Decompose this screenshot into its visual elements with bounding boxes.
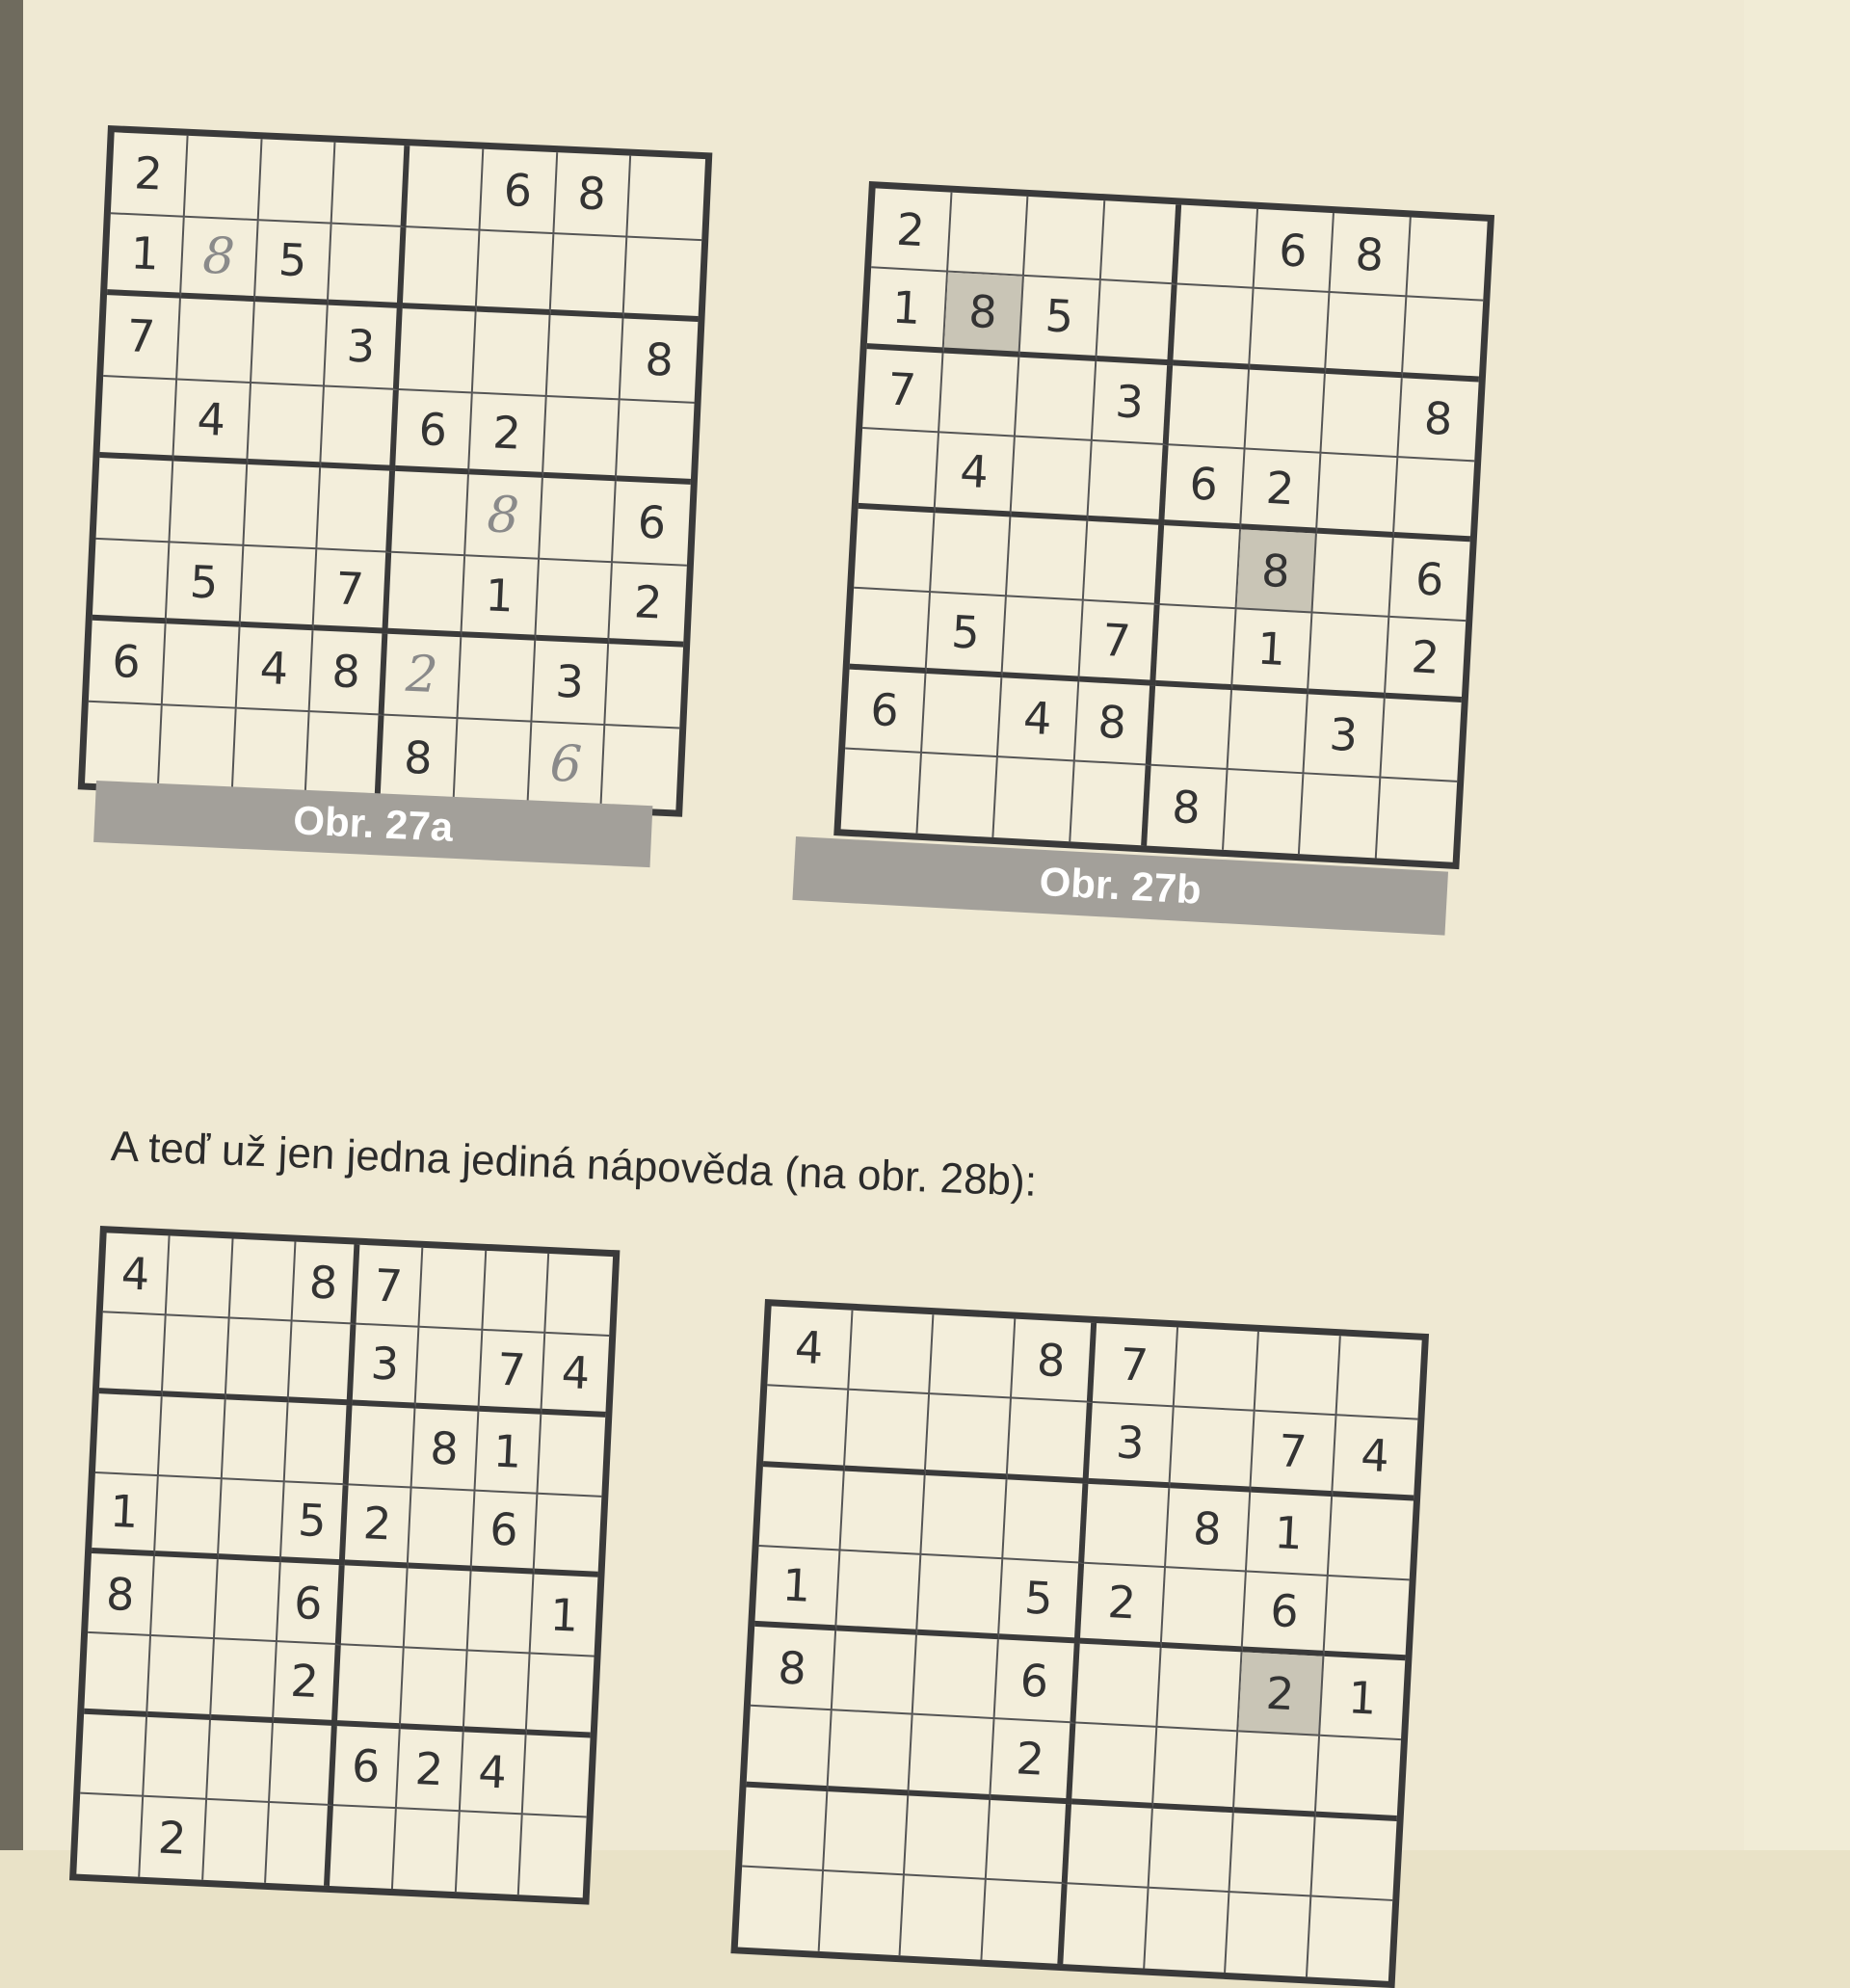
sudoku-cell bbox=[828, 1710, 913, 1795]
sudoku-cell bbox=[859, 429, 939, 513]
sudoku-cell: 4 bbox=[1333, 1416, 1418, 1500]
sudoku-cell bbox=[1381, 698, 1462, 782]
sudoku-cell bbox=[321, 386, 399, 471]
sudoku-cell: 1 bbox=[475, 1411, 542, 1494]
sudoku-cell: 6 bbox=[1164, 445, 1245, 529]
sudoku-cell: 2 bbox=[991, 1719, 1076, 1804]
sudoku-cell bbox=[1255, 1332, 1341, 1417]
sudoku-cell bbox=[84, 1633, 151, 1716]
sudoku-cell: 6 bbox=[528, 722, 606, 807]
sudoku-cell bbox=[1307, 1896, 1392, 1981]
sudoku-cell bbox=[938, 353, 1019, 437]
sudoku-cell bbox=[1177, 205, 1258, 289]
sudoku-cell: 1 bbox=[531, 1575, 598, 1657]
sudoku-cell bbox=[1402, 298, 1483, 382]
sudoku-cell bbox=[99, 1312, 167, 1395]
sudoku-cell: 8 bbox=[88, 1553, 155, 1636]
sudoku-cell bbox=[1228, 690, 1308, 774]
sudoku-cell bbox=[467, 1572, 535, 1655]
sudoku-cell bbox=[1312, 534, 1393, 618]
sudoku-cell bbox=[763, 1386, 849, 1471]
sudoku-cell: 2 bbox=[1241, 449, 1322, 533]
sudoku-cell: 4 bbox=[236, 627, 314, 712]
sudoku-cell bbox=[602, 726, 680, 810]
sudoku-cell: 5 bbox=[166, 543, 244, 627]
sudoku-cell: 1 bbox=[1247, 1492, 1333, 1577]
sudoku-cell bbox=[218, 1479, 285, 1562]
sudoku-cell bbox=[1011, 437, 1092, 520]
sudoku-cell: 6 bbox=[471, 1491, 539, 1574]
sudoku-cell bbox=[1071, 1724, 1157, 1809]
sudoku-cell: 6 bbox=[613, 481, 691, 566]
sudoku-cell: 8 bbox=[1147, 765, 1228, 849]
sudoku-cell bbox=[393, 1809, 461, 1892]
sudoku-grid-27b bbox=[833, 181, 1494, 869]
sudoku-cell bbox=[540, 478, 618, 563]
sudoku-cell bbox=[1070, 761, 1151, 845]
sudoku-cell: 5 bbox=[254, 221, 332, 305]
sudoku-cell: 6 bbox=[994, 1639, 1080, 1724]
sudoku-cell: 3 bbox=[353, 1325, 420, 1408]
sudoku-cell bbox=[1007, 1399, 1093, 1484]
sudoku-cell bbox=[617, 400, 695, 485]
sudoku-cell bbox=[982, 1880, 1068, 1965]
sudoku-cell bbox=[85, 702, 163, 786]
sudoku-cell: 7 bbox=[479, 1331, 546, 1414]
sudoku-cell bbox=[840, 1471, 926, 1555]
sudoku-cell: 5 bbox=[281, 1482, 349, 1565]
sudoku-cell bbox=[759, 1467, 845, 1551]
sudoku-cell bbox=[454, 719, 532, 804]
sudoku-cell bbox=[159, 705, 237, 790]
sudoku-cell bbox=[746, 1707, 832, 1791]
sudoku-cell bbox=[232, 708, 310, 793]
sudoku-cell bbox=[1308, 614, 1389, 698]
sudoku-cell bbox=[1007, 517, 1088, 600]
sudoku-cell bbox=[270, 1723, 337, 1806]
sudoku-cell bbox=[1100, 200, 1181, 284]
sudoku-cell: 6 bbox=[1254, 209, 1335, 293]
sudoku-cell: 6 bbox=[480, 149, 558, 234]
book-page bbox=[23, 0, 1744, 1866]
sudoku-cell bbox=[921, 673, 1002, 756]
sudoku-cell bbox=[1311, 1816, 1397, 1901]
sudoku-cell: 2 bbox=[1080, 1563, 1166, 1648]
sudoku-cell: 6 bbox=[1389, 538, 1470, 622]
sudoku-cell: 6 bbox=[333, 1726, 401, 1809]
sudoku-cell: 8 bbox=[1011, 1319, 1097, 1404]
sudoku-cell: 6 bbox=[395, 389, 473, 474]
sudoku-cell bbox=[1003, 1479, 1089, 1564]
sudoku-cell: 8 bbox=[1074, 681, 1155, 765]
sudoku-cell: 3 bbox=[1088, 1403, 1174, 1488]
sudoku-cell: 8 bbox=[381, 715, 459, 800]
sudoku-cell bbox=[624, 237, 702, 322]
sudoku-cell bbox=[408, 1488, 475, 1571]
sudoku-cell bbox=[473, 312, 551, 397]
sudoku-cell bbox=[819, 1871, 905, 1956]
sudoku-cell bbox=[240, 545, 318, 630]
sudoku-cell: 8 bbox=[293, 1242, 360, 1325]
sudoku-cell bbox=[1245, 369, 1326, 453]
sudoku-cell bbox=[550, 234, 628, 319]
sudoku-cell bbox=[1075, 1644, 1161, 1729]
sudoku-cell bbox=[917, 1555, 1003, 1640]
sudoku-cell bbox=[930, 1314, 1016, 1399]
sudoku-cell bbox=[1336, 1336, 1422, 1420]
sudoku-cell: 7 bbox=[862, 349, 943, 433]
sudoku-cell bbox=[170, 461, 248, 545]
sudoku-cell: 2 bbox=[1385, 618, 1466, 702]
figure-caption-27a: Obr. 27a bbox=[93, 781, 652, 867]
sudoku-cell: 6 bbox=[89, 621, 167, 705]
sudoku-cell: 3 bbox=[1304, 694, 1385, 778]
sudoku-cell bbox=[222, 1399, 289, 1482]
sudoku-cell: 1 bbox=[867, 268, 948, 352]
sudoku-cell bbox=[1321, 373, 1402, 457]
sudoku-cell bbox=[535, 1494, 602, 1577]
sudoku-cell bbox=[536, 559, 614, 644]
book-spine bbox=[0, 0, 23, 1850]
sudoku-cell bbox=[1224, 770, 1305, 854]
sudoku-cell bbox=[1226, 1893, 1311, 1977]
sudoku-cell bbox=[318, 467, 396, 552]
sudoku-cell: 8 bbox=[554, 152, 632, 237]
sudoku-cell bbox=[76, 1793, 144, 1876]
sudoku-cell bbox=[921, 1474, 1007, 1559]
sudoku-cell bbox=[214, 1559, 281, 1642]
sudoku-cell bbox=[913, 1635, 999, 1720]
sudoku-cell bbox=[539, 1414, 606, 1497]
sudoku-cell bbox=[329, 224, 407, 308]
sudoku-cell: 4 bbox=[460, 1732, 527, 1815]
sudoku-cell: 5 bbox=[926, 593, 1007, 676]
sudoku-cell bbox=[407, 146, 485, 230]
sudoku-cell bbox=[341, 1565, 409, 1648]
sudoku-cell bbox=[456, 1812, 523, 1895]
sudoku-cell bbox=[258, 139, 336, 224]
sudoku-cell: 6 bbox=[845, 669, 926, 753]
sudoku-cell bbox=[930, 513, 1011, 596]
sudoku-grid-28b bbox=[730, 1299, 1429, 1988]
sudoku-cell bbox=[159, 1396, 226, 1479]
sudoku-cell bbox=[523, 1735, 591, 1817]
sudoku-cell bbox=[850, 589, 931, 673]
sudoku-cell: 6 bbox=[278, 1562, 345, 1645]
sudoku-cell bbox=[1157, 1648, 1243, 1733]
sudoku-cell bbox=[387, 552, 465, 637]
sudoku-cell bbox=[96, 458, 174, 543]
sudoku-cell bbox=[917, 754, 998, 837]
sudoku-cell bbox=[244, 464, 322, 549]
sudoku-cell: 7 bbox=[314, 549, 392, 634]
sudoku-cell bbox=[225, 1319, 293, 1402]
sudoku-cell: 2 bbox=[469, 393, 547, 478]
sudoku-cell bbox=[824, 1791, 910, 1876]
sudoku-cell: 8 bbox=[943, 273, 1024, 357]
sudoku-cell bbox=[1170, 1408, 1255, 1493]
sudoku-cell bbox=[836, 1551, 922, 1635]
sudoku-cell: 8 bbox=[751, 1627, 836, 1711]
figure-caption-27b: Obr. 27b bbox=[792, 836, 1448, 936]
sudoku-cell bbox=[1063, 1884, 1149, 1969]
sudoku-cell: 2 bbox=[871, 188, 952, 272]
sudoku-cell: 8 bbox=[310, 630, 388, 715]
sudoku-cell bbox=[399, 308, 477, 393]
sudoku-cell: 1 bbox=[107, 214, 185, 299]
sudoku-cell bbox=[476, 230, 554, 315]
sudoku-cell bbox=[155, 1476, 223, 1559]
sudoku-grid-27a bbox=[78, 125, 713, 817]
sudoku-cell bbox=[306, 712, 384, 797]
sudoku-cell: 7 bbox=[1251, 1412, 1336, 1497]
sudoku-cell bbox=[1151, 685, 1232, 769]
sudoku-cell bbox=[901, 1875, 987, 1960]
sudoku-cell: 2 bbox=[384, 634, 462, 719]
sudoku-cell bbox=[151, 1556, 219, 1639]
sudoku-grid-28a bbox=[69, 1226, 620, 1905]
sudoku-cell: 8 bbox=[1330, 213, 1411, 297]
sudoku-cell bbox=[542, 396, 621, 481]
sudoku-cell: 7 bbox=[103, 295, 181, 380]
sudoku-cell bbox=[463, 1652, 531, 1735]
sudoku-cell: 7 bbox=[1079, 601, 1160, 685]
sudoku-cell: 7 bbox=[356, 1245, 423, 1328]
sudoku-cell bbox=[144, 1716, 211, 1799]
sudoku-cell bbox=[458, 637, 536, 722]
sudoku-cell bbox=[92, 539, 171, 623]
sudoku-cell: 3 bbox=[1092, 361, 1173, 445]
sudoku-cell bbox=[166, 1235, 233, 1318]
sudoku-cell bbox=[628, 156, 706, 241]
sudoku-cell bbox=[80, 1713, 147, 1796]
sudoku-cell bbox=[545, 1254, 613, 1337]
sudoku-cell bbox=[1328, 1497, 1414, 1581]
sudoku-cell bbox=[993, 757, 1074, 841]
sudoku-cell bbox=[606, 644, 684, 729]
sudoku-cell bbox=[1315, 1736, 1401, 1821]
sudoku-cell bbox=[266, 1803, 333, 1886]
sudoku-cell bbox=[210, 1639, 278, 1722]
sudoku-cell bbox=[285, 1402, 353, 1485]
sudoku-cell bbox=[1068, 1804, 1153, 1889]
sudoku-cell: 3 bbox=[532, 641, 610, 726]
sudoku-cell bbox=[415, 1328, 483, 1411]
sudoku-cell bbox=[986, 1799, 1071, 1884]
sudoku-cell bbox=[832, 1630, 917, 1715]
sudoku-cell: 5 bbox=[1019, 277, 1100, 360]
sudoku-cell bbox=[289, 1322, 357, 1405]
sudoku-cell: 4 bbox=[998, 677, 1079, 761]
body-text: A teď už jen jedna jediná nápověda (na obr. 28b): bbox=[110, 1123, 1038, 1206]
sudoku-cell bbox=[742, 1787, 828, 1871]
sudoku-cell: 8 bbox=[1236, 529, 1317, 613]
sudoku-cell: 1 bbox=[1232, 610, 1313, 694]
sudoku-cell bbox=[1376, 778, 1457, 861]
sudoku-cell bbox=[905, 1795, 991, 1880]
sudoku-cell bbox=[401, 1649, 468, 1732]
sudoku-cell: 2 bbox=[1238, 1652, 1324, 1736]
sudoku-cell bbox=[1002, 597, 1083, 681]
sudoku-cell: 7 bbox=[1093, 1323, 1178, 1408]
sudoku-cell bbox=[844, 1391, 930, 1475]
sudoku-cell bbox=[1326, 293, 1407, 377]
sudoku-cell bbox=[185, 136, 263, 221]
sudoku-cell: 2 bbox=[274, 1642, 341, 1725]
sudoku-cell bbox=[1300, 774, 1381, 858]
sudoku-cell: 8 bbox=[181, 217, 259, 302]
sudoku-cell bbox=[909, 1715, 994, 1800]
sudoku-cell bbox=[147, 1636, 215, 1719]
sudoku-cell bbox=[546, 315, 624, 400]
sudoku-cell bbox=[1083, 521, 1164, 605]
sudoku-cell bbox=[1084, 1483, 1170, 1568]
sudoku-cell bbox=[391, 471, 469, 556]
sudoku-cell: 8 bbox=[411, 1408, 479, 1491]
sudoku-cell bbox=[1161, 1568, 1247, 1653]
sudoku-cell bbox=[519, 1815, 587, 1897]
sudoku-cell: 1 bbox=[92, 1473, 159, 1556]
sudoku-cell bbox=[1317, 454, 1398, 538]
sudoku-cell: 8 bbox=[465, 474, 543, 559]
sudoku-cell: 2 bbox=[111, 132, 189, 217]
sudoku-cell: 2 bbox=[140, 1797, 207, 1880]
sudoku-cell bbox=[1149, 1808, 1234, 1893]
sudoku-cell bbox=[926, 1394, 1012, 1479]
sudoku-cell bbox=[403, 227, 481, 312]
sudoku-cell: 1 bbox=[754, 1547, 840, 1631]
sudoku-cell bbox=[177, 299, 255, 384]
sudoku-cell: 4 bbox=[935, 433, 1016, 517]
sudoku-cell bbox=[1160, 525, 1241, 609]
sudoku-cell: 4 bbox=[173, 380, 251, 464]
sudoku-cell bbox=[419, 1248, 487, 1331]
sudoku-cell bbox=[1016, 357, 1097, 440]
sudoku-cell bbox=[483, 1251, 550, 1334]
sudoku-cell: 8 bbox=[621, 319, 699, 404]
sudoku-cell bbox=[332, 143, 410, 227]
sudoku-cell bbox=[1145, 1888, 1230, 1973]
sudoku-cell bbox=[854, 509, 935, 593]
sudoku-cell bbox=[1088, 441, 1169, 525]
sudoku-cell: 8 bbox=[1398, 378, 1479, 462]
sudoku-cell: 4 bbox=[542, 1334, 610, 1417]
sudoku-cell bbox=[163, 623, 241, 708]
sudoku-cell: 3 bbox=[325, 305, 403, 390]
sudoku-cell: 1 bbox=[462, 556, 540, 641]
sudoku-cell bbox=[337, 1645, 405, 1728]
sudoku-cell bbox=[1393, 458, 1474, 542]
sudoku-cell: 1 bbox=[1320, 1657, 1406, 1741]
sudoku-cell bbox=[1250, 289, 1331, 373]
sudoku-cell bbox=[947, 193, 1028, 277]
sudoku-cell: 5 bbox=[998, 1559, 1084, 1644]
sudoku-cell: 6 bbox=[1243, 1572, 1329, 1657]
sudoku-cell bbox=[330, 1806, 397, 1889]
sudoku-cell bbox=[1024, 197, 1105, 280]
sudoku-cell bbox=[1155, 605, 1236, 689]
sudoku-cell bbox=[1324, 1577, 1410, 1661]
sudoku-cell bbox=[1229, 1813, 1315, 1897]
sudoku-cell bbox=[849, 1311, 935, 1395]
sudoku-cell bbox=[1097, 280, 1177, 364]
sudoku-cell bbox=[1174, 1327, 1259, 1412]
sudoku-cell bbox=[95, 1393, 163, 1476]
sudoku-cell bbox=[841, 749, 922, 833]
sudoku-cell bbox=[349, 1405, 416, 1488]
sudoku-cell: 4 bbox=[103, 1233, 171, 1315]
sudoku-cell bbox=[203, 1800, 271, 1883]
sudoku-cell bbox=[527, 1655, 595, 1737]
sudoku-cell bbox=[1173, 285, 1254, 369]
sudoku-cell bbox=[162, 1316, 229, 1399]
page-edge bbox=[1742, 0, 1850, 1850]
sudoku-cell bbox=[738, 1867, 824, 1951]
sudoku-cell bbox=[99, 377, 177, 462]
sudoku-cell bbox=[251, 302, 330, 386]
sudoku-cell: 2 bbox=[609, 563, 687, 648]
sudoku-cell bbox=[404, 1568, 471, 1651]
sudoku-cell: 2 bbox=[345, 1485, 412, 1568]
sudoku-cell bbox=[1152, 1728, 1238, 1813]
sudoku-cell: 8 bbox=[1165, 1488, 1251, 1573]
sudoku-cell bbox=[1169, 365, 1250, 449]
sudoku-cell: 4 bbox=[767, 1306, 853, 1391]
sudoku-cell bbox=[229, 1239, 297, 1322]
sudoku-cell bbox=[207, 1719, 275, 1802]
sudoku-cell bbox=[1234, 1733, 1320, 1817]
sudoku-cell: 2 bbox=[397, 1729, 464, 1812]
sudoku-cell bbox=[248, 384, 326, 468]
sudoku-cell bbox=[1407, 217, 1488, 301]
